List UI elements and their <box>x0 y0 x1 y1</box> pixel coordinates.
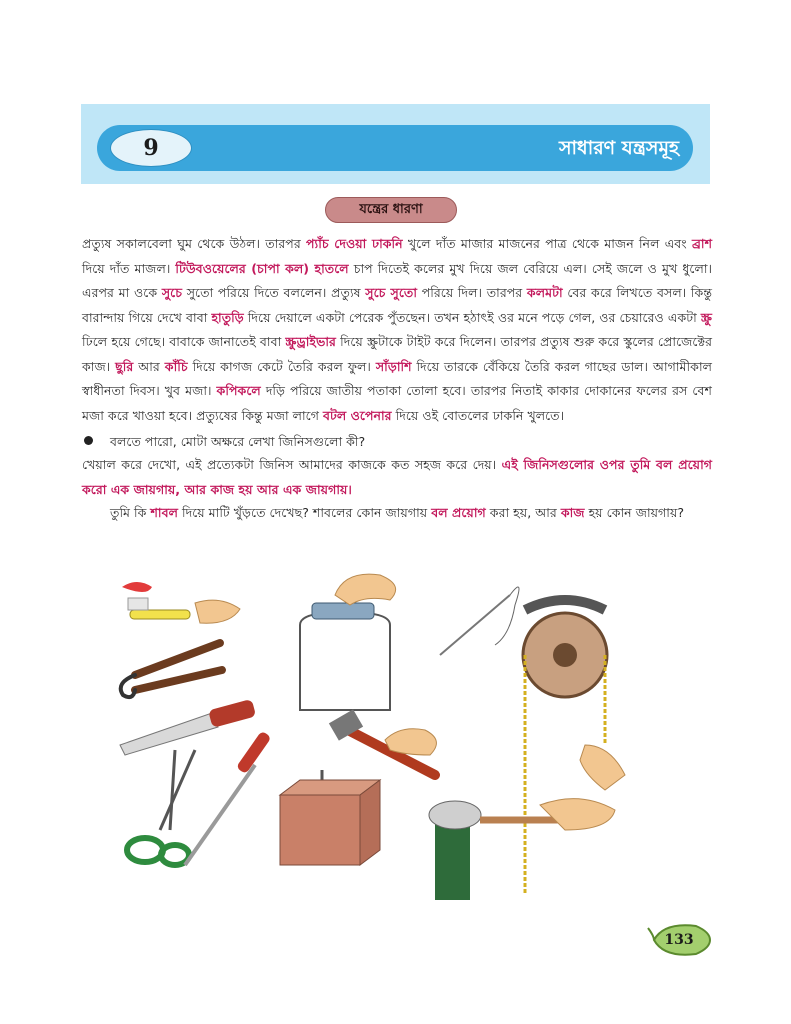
highlight-term: স্ক্রুড্রাইভার <box>285 334 336 349</box>
needle-icon <box>440 587 519 655</box>
text-run: প্রত্যুষ সকালবেলা ঘুম থেকে উঠল। তারপর <box>82 236 306 251</box>
tongs-icon <box>121 643 222 697</box>
highlight-term: কাঁচি <box>164 358 188 374</box>
hammer-icon <box>329 709 437 775</box>
highlight-term: বটল ওপেনার <box>322 407 392 423</box>
highlight-term: সুচে <box>161 285 183 300</box>
text-run: হয় কোন জায়গায়? <box>584 505 685 520</box>
text-run: পরিয়ে দিল। তারপর <box>416 285 527 300</box>
text-run: দিয়ে মাটি খুঁড়তে দেখেছ? শাবলের কোন জায়গায় <box>177 505 432 520</box>
text-run: দিয়ে স্ক্রুটাকে টাইট করে দিলেন। তারপর প্রত্যুষ শুরু করে স্কুলের প্রোজেক্টের কাজ। <box>82 334 713 374</box>
scissors-icon <box>127 750 195 865</box>
highlight-term: প্যাঁচ দেওয়া ঢাকনি <box>306 236 403 251</box>
highlight-term: স্ক্রু <box>700 309 712 325</box>
text-run: দিয়ে দেয়ালে একটা পেরেক পুঁতছেন। তখন হঠাৎই ওর মনে পড়ে গেল, ওর চেয়ারেও একটা <box>243 309 701 325</box>
highlight-term: হাতুড়ি <box>211 309 244 325</box>
main-paragraph <box>82 232 712 428</box>
highlight-term: ব্রাশ <box>691 236 713 251</box>
pulley-icon <box>523 600 625 895</box>
text-run: চাপ দিতেই কলের মুখ দিয়ে জল বেরিয়ে এল। সেই জলে ও মুখ ধুলো। এরপর মা ওকে <box>82 260 712 300</box>
observe-paragraph <box>82 453 712 502</box>
highlight-term: টিউবওয়েলের (চাপা কল) হাতলে <box>175 260 349 276</box>
highlight-term: কলমটা <box>526 285 563 300</box>
text-run: খুলে দাঁত মাজার মাজনের পাত্র থেকে মাজন নিল এবং <box>402 236 692 251</box>
wood-block-icon <box>280 770 380 865</box>
text-run: সুতো পরিয়ে দিতে বললেন। প্রত্যুষ <box>182 285 366 300</box>
highlight-term: এই জিনিসগুলোর ওপর তুমি বল প্রয়োগ করো এক জায়গায়, আর কাজ হয় আর এক জায়গায়। <box>82 457 712 497</box>
bullet-icon <box>84 436 93 445</box>
text-run: তুমি কি <box>110 505 151 520</box>
knife-icon <box>120 699 256 755</box>
toothbrush-icon <box>122 582 240 623</box>
jar-icon <box>300 574 396 710</box>
text-run: বের করে লিখতে বসল। কিন্তু বারান্দায় গিয়ে দেখে বাবা <box>82 285 712 325</box>
text-run: দিয়ে দাঁত মাজল। <box>82 260 176 276</box>
text-run: খেয়াল করে দেখো, এই প্রত্যেকটা জিনিস আমাদের কাজকে কত সহজ করে দেয়। <box>82 457 502 472</box>
highlight-term: কপিকলে <box>216 383 261 398</box>
chapter-number: 9 <box>143 135 159 161</box>
question-text: বলতে পারো, মোটা অক্ষরে লেখা জিনিসগুলো কী? <box>110 434 366 449</box>
page-number: 133 <box>664 932 694 948</box>
text-run: করা হয়, আর <box>485 505 561 520</box>
bottle-opener-icon <box>429 799 615 900</box>
tools-illustration <box>100 565 700 900</box>
section-title: যন্ত্রের ধারণা <box>325 197 457 223</box>
highlight-term: ছুরি <box>115 358 134 374</box>
shovel-question-paragraph <box>110 501 720 526</box>
text-run: দড়ি পরিয়ে জাতীয় পতাকা তোলা হবে। তারপর নিতাই কাকার দোকানের ফলের রস বেশ মজা করে খাওয়া হবে। প্রত্যুষের কিন্তু মজা লাগে <box>82 383 712 423</box>
text-run: আর <box>133 358 165 374</box>
highlight-term: সাঁড়াশি <box>375 358 412 374</box>
text-run: ঢিলে হয়ে গেছে। বাবাকে জানাতেই বাবা <box>82 334 286 349</box>
screwdriver-icon <box>185 731 272 865</box>
text-run: দিয়ে তারকে বেঁকিয়ে তৈরি করল গাছের ডাল। আগামীকাল স্বাধীনতা দিবস। খুব মজা। <box>82 358 713 398</box>
highlight-term: শাবল <box>150 505 178 520</box>
text-run: দিয়ে কাগজ কেটে তৈরি করল ফুল। <box>187 358 376 374</box>
text-run: দিয়ে ওই বোতলের ঢাকনি খুলতে। <box>391 407 565 423</box>
highlight-term: বল প্রয়োগ <box>431 505 486 520</box>
chapter-title: সাধারণ যন্ত্রসমূহ <box>559 137 679 159</box>
highlight-term: কাজ <box>560 505 585 520</box>
highlight-term: সুচে সুতো <box>365 285 417 300</box>
